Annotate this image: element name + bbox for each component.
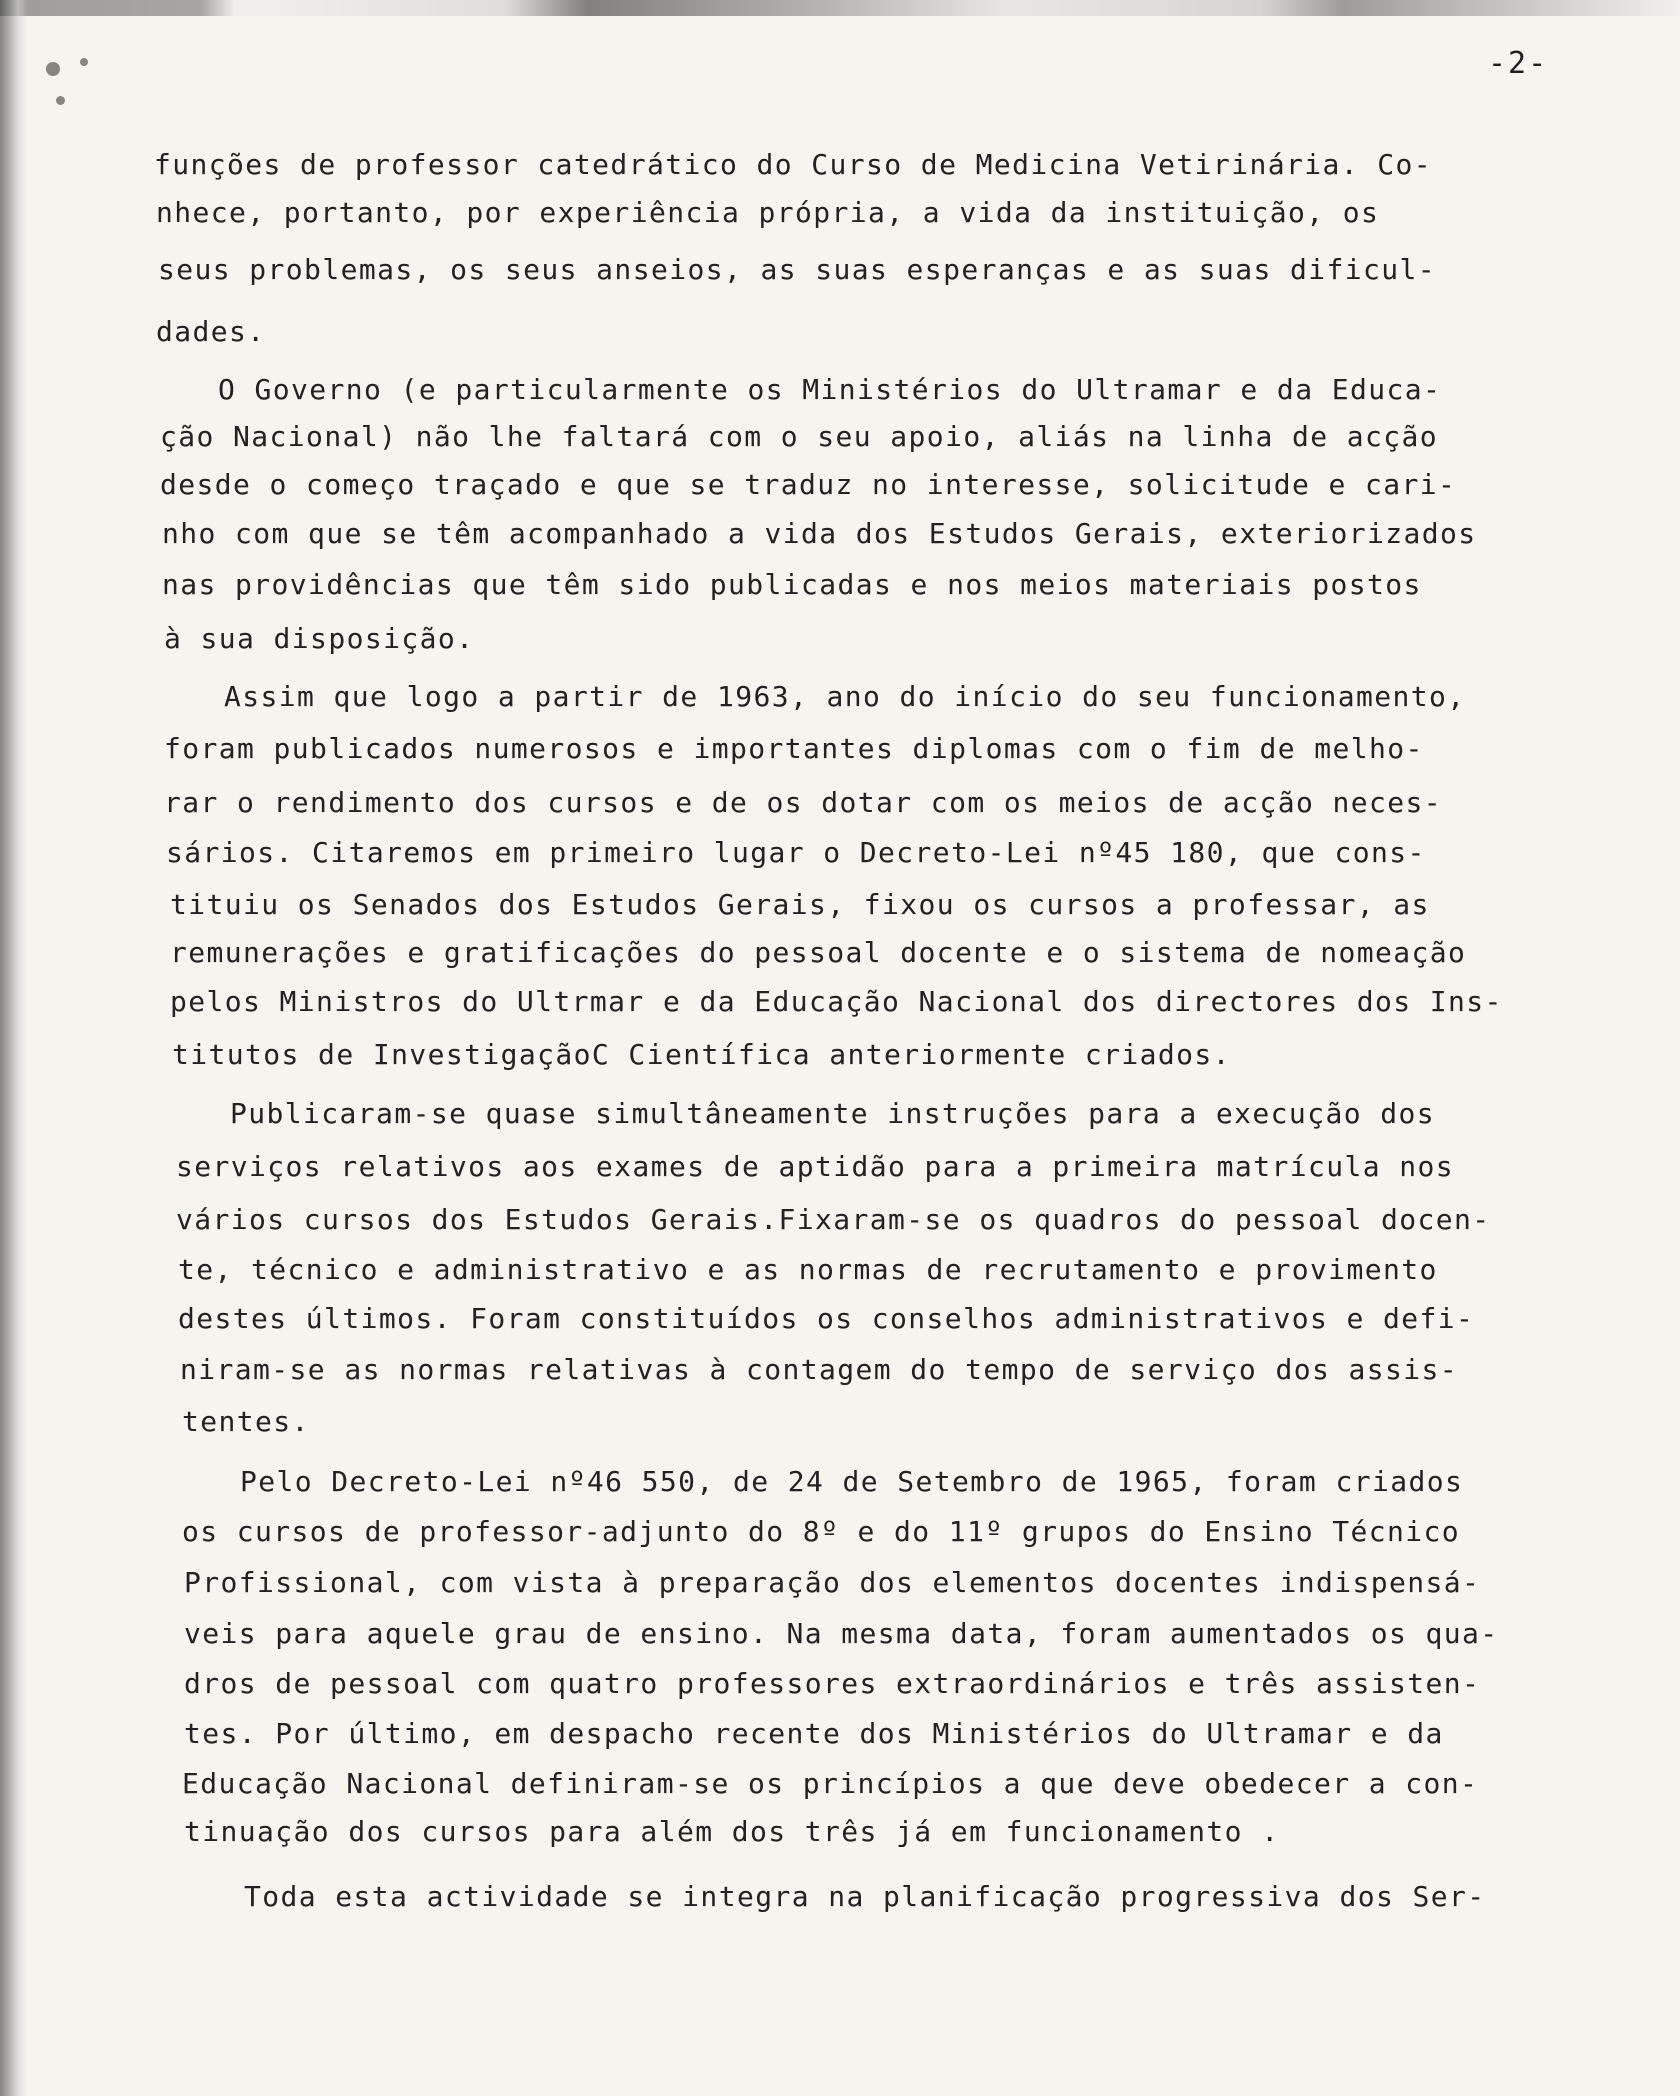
text-line: desde o começo traçado e que se traduz no interesse, solicitude e cari- bbox=[160, 468, 1457, 501]
text-line: nas providências que têm sido publicadas e nos meios materiais postos bbox=[162, 568, 1422, 601]
text-line: dros de pessoal com quatro professores extraordinários e três assisten- bbox=[184, 1667, 1481, 1700]
text-line: vários cursos dos Estudos Gerais.Fixaram-se os quadros do pessoal docen- bbox=[176, 1203, 1491, 1236]
text-line: rar o rendimento dos cursos e de os dotar com os meios de acção neces- bbox=[164, 786, 1443, 819]
text-line: niram-se as normas relativas à contagem do tempo de serviço dos assis- bbox=[180, 1353, 1459, 1386]
text-line: pelos Ministros do Ultrmar e da Educação Nacional dos directores dos Ins- bbox=[170, 985, 1503, 1018]
text-line: funções de professor catedrático do Curso de Medicina Vetirinária. Co- bbox=[154, 148, 1433, 181]
text-line: tinuação dos cursos para além dos três já em funcionamento . bbox=[184, 1815, 1280, 1848]
text-line: Publicaram-se quase simultâneamente instruções para a execução dos bbox=[230, 1097, 1435, 1130]
text-line: titutos de InvestigaçãoC Científica anteriormente criados. bbox=[172, 1038, 1231, 1071]
page-number: -2- bbox=[1488, 46, 1549, 81]
text-line: foram publicados numerosos e importantes diplomas com o fim de melho- bbox=[164, 732, 1424, 765]
text-line: veis para aquele grau de ensino. Na mesma data, foram aumentados os qua- bbox=[184, 1617, 1499, 1650]
text-line: te, técnico e administrativo e as normas de recrutamento e provimento bbox=[178, 1253, 1438, 1286]
text-line: Toda esta actividade se integra na planificação progressiva dos Ser- bbox=[244, 1880, 1486, 1913]
text-line: tes. Por último, em despacho recente dos Ministérios do Ultramar e da bbox=[184, 1717, 1444, 1750]
text-line: nhece, portanto, por experiência própria, a vida da instituição, os bbox=[156, 196, 1380, 229]
text-line: Profissional, com vista à preparação dos elementos docentes indispensá- bbox=[184, 1566, 1481, 1599]
text-line: Pelo Decreto-Lei nº46 550, de 24 de Setembro de 1965, foram criados bbox=[240, 1465, 1464, 1498]
text-line: sários. Citaremos em primeiro lugar o Decreto-Lei nº45 180, que cons- bbox=[166, 836, 1426, 869]
text-line: seus problemas, os seus anseios, as suas esperanças e as suas dificul- bbox=[158, 253, 1437, 286]
text-line: Assim que logo a partir de 1963, ano do início do seu funcionamento, bbox=[224, 680, 1466, 713]
text-line: nho com que se têm acompanhado a vida dos Estudos Gerais, exteriorizados bbox=[162, 517, 1477, 550]
text-line: ção Nacional) não lhe faltará com o seu apoio, aliás na linha de acção bbox=[160, 420, 1439, 453]
text-line: à sua disposição. bbox=[164, 622, 475, 655]
text-line: tentes. bbox=[182, 1405, 310, 1438]
text-line: dades. bbox=[156, 315, 266, 348]
text-line: serviços relativos aos exames de aptidão para a primeira matrícula nos bbox=[176, 1150, 1455, 1183]
text-line: tituiu os Senados dos Estudos Gerais, fixou os cursos a professar, as bbox=[170, 888, 1430, 921]
text-line: destes últimos. Foram constituídos os conselhos administrativos e defi- bbox=[178, 1302, 1475, 1335]
text-line: remunerações e gratificações do pessoal docente e o sistema de nomeação bbox=[170, 936, 1467, 969]
text-line: Educação Nacional definiram-se os princípios a que deve obedecer a con- bbox=[182, 1767, 1479, 1800]
text-line: O Governo (e particularmente os Ministérios do Ultramar e da Educa- bbox=[218, 373, 1442, 406]
text-line: os cursos de professor-adjunto do 8º e do 11º grupos do Ensino Técnico bbox=[182, 1515, 1461, 1548]
